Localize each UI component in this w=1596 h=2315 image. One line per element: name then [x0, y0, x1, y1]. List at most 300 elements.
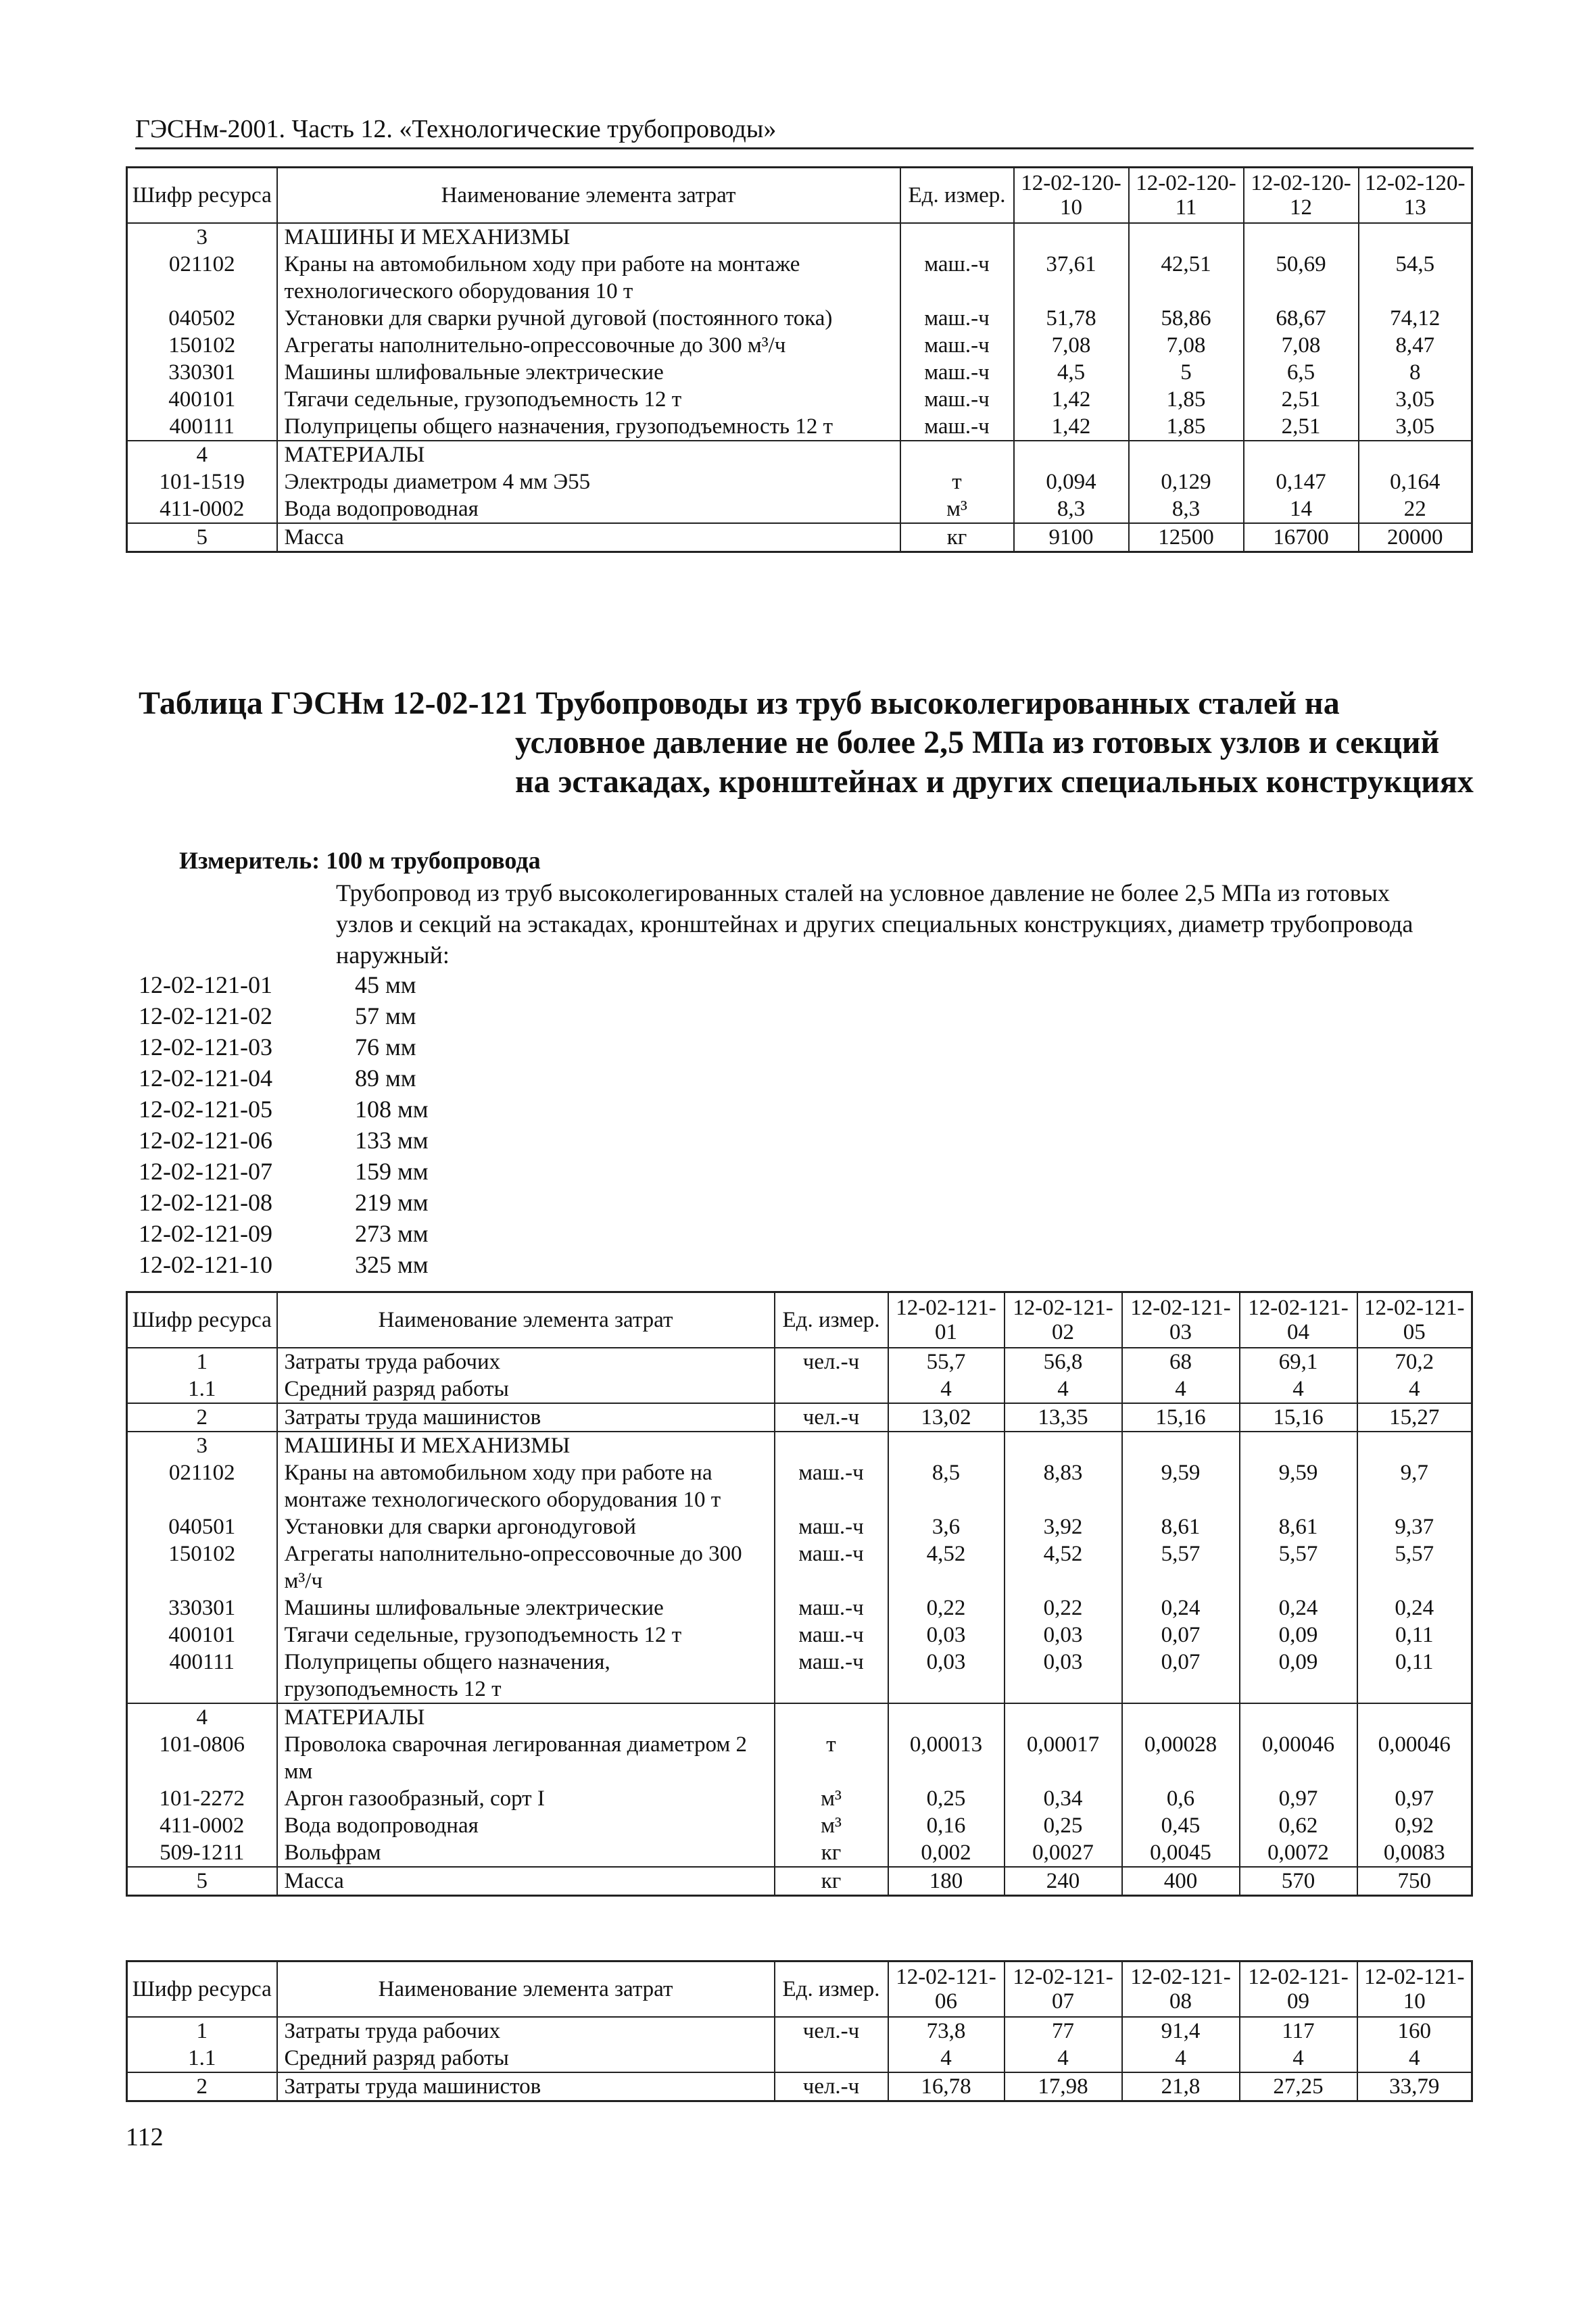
cost-element-name: МАТЕРИАЛЫ — [277, 1703, 775, 1731]
value-cell — [1357, 1703, 1472, 1731]
resource-code: 1.1 — [127, 2045, 277, 2072]
value-cell: 6,5 — [1244, 359, 1359, 386]
table-title-rest: условное давление не более 2,5 МПа из готовых узлов и секций на эстакадах, кронштейнах и других специальных конструкциях — [515, 725, 1474, 800]
unit-cell: маш.-ч — [900, 332, 1014, 359]
value-cell: 0,09 — [1240, 1649, 1357, 1703]
value-cell: 570 — [1240, 1867, 1357, 1896]
value-cell: 8,47 — [1359, 332, 1472, 359]
norm-code: 12-02-121-05 — [139, 1096, 272, 1123]
value-cell: 15,16 — [1240, 1403, 1357, 1432]
unit-cell: маш.-ч — [775, 1594, 888, 1622]
cost-element-name: МАТЕРИАЛЫ — [277, 441, 900, 468]
header-norm-code: 12-02-121-04 — [1240, 1292, 1357, 1348]
norm-code: 12-02-121-08 — [139, 1189, 272, 1216]
pipe-diameter: 45 мм — [355, 971, 416, 998]
value-cell: 0,24 — [1240, 1594, 1357, 1622]
value-cell: 0,24 — [1122, 1594, 1240, 1622]
value-cell: 0,45 — [1122, 1812, 1240, 1839]
resource-code: 400101 — [127, 1622, 277, 1649]
value-cell: 0,07 — [1122, 1649, 1240, 1703]
table-title — [139, 684, 1477, 802]
pipe-diameter: 159 мм — [355, 1158, 429, 1185]
norm-code: 12-02-121-01 — [139, 971, 272, 998]
unit-cell: маш.-ч — [775, 1540, 888, 1594]
value-cell: 17,98 — [1005, 2072, 1122, 2101]
value-cell: 15,16 — [1122, 1403, 1240, 1432]
code-list-item — [139, 1156, 429, 1187]
header-unit: Ед. измер. — [775, 1961, 888, 2018]
value-cell: 117 — [1240, 2017, 1357, 2045]
value-cell: 4,52 — [888, 1540, 1005, 1594]
pipe-diameter: 325 мм — [355, 1251, 429, 1278]
work-description: Трубопровод из труб высоколегированных сталей на условное давление не более 2,5 МПа из готовых узлов и секций на эстакадах, кронштейнах и других специальных конструкциях, диаметр трубопровода наружный: — [336, 879, 1413, 969]
value-cell: 0,97 — [1357, 1785, 1472, 1812]
header-norm-code: 12-02-120-13 — [1359, 168, 1472, 224]
value-cell: 15,27 — [1357, 1403, 1472, 1432]
value-cell: 1,42 — [1014, 386, 1129, 413]
value-cell: 4 — [1005, 1375, 1122, 1403]
value-cell: 0,0072 — [1240, 1839, 1357, 1867]
value-cell: 91,4 — [1122, 2017, 1240, 2045]
value-cell: 0,09 — [1240, 1622, 1357, 1649]
value-cell: 5,57 — [1240, 1540, 1357, 1594]
resource-code: 1 — [127, 1348, 277, 1375]
pipe-diameter: 89 мм — [355, 1065, 416, 1092]
code-list-item — [139, 1125, 429, 1156]
value-cell: 42,51 — [1129, 251, 1244, 305]
value-cell: 0,00013 — [888, 1731, 1005, 1785]
value-cell: 16,78 — [888, 2072, 1005, 2101]
resource-code: 150102 — [127, 332, 277, 359]
resource-code: 040501 — [127, 1513, 277, 1540]
unit-cell: м³ — [900, 495, 1014, 523]
resource-table-12-02-121-01-05 — [126, 1291, 1473, 1897]
value-cell: 0,03 — [888, 1622, 1005, 1649]
table-row — [127, 332, 1472, 359]
code-list-item — [139, 1094, 429, 1125]
cost-element-name: Затраты труда машинистов — [277, 1403, 775, 1432]
unit-cell: маш.-ч — [775, 1513, 888, 1540]
resource-code: 2 — [127, 1403, 277, 1432]
cost-element-name: Вода водопроводная — [277, 1812, 775, 1839]
table-row — [127, 1785, 1472, 1812]
value-cell: 37,61 — [1014, 251, 1129, 305]
value-cell: 0,0027 — [1005, 1839, 1122, 1867]
value-cell: 22 — [1359, 495, 1472, 523]
value-cell: 9100 — [1014, 523, 1129, 552]
table-row — [127, 1703, 1472, 1731]
value-cell: 0,34 — [1005, 1785, 1122, 1812]
value-cell: 3,05 — [1359, 413, 1472, 441]
cost-element-name: Затраты труда рабочих — [277, 2017, 775, 2045]
value-cell: 0,6 — [1122, 1785, 1240, 1812]
value-cell — [1240, 1703, 1357, 1731]
resource-code: 400101 — [127, 386, 277, 413]
resource-code: 4 — [127, 1703, 277, 1731]
value-cell: 4 — [1122, 1375, 1240, 1403]
header-norm-code: 12-02-120-10 — [1014, 168, 1129, 224]
cost-element-name: Агрегаты наполнительно-опрессовочные до 300 м³/ч — [277, 1540, 775, 1594]
value-cell: 56,8 — [1005, 1348, 1122, 1375]
table-header-row — [127, 168, 1472, 224]
resource-code: 400111 — [127, 413, 277, 441]
value-cell: 27,25 — [1240, 2072, 1357, 2101]
header-name: Наименование элемента затрат — [277, 168, 900, 224]
cost-element-name: Агрегаты наполнительно-опрессовочные до 300 м³/ч — [277, 332, 900, 359]
unit-cell: чел.-ч — [775, 1348, 888, 1375]
value-cell: 8,3 — [1129, 495, 1244, 523]
norm-code: 12-02-121-04 — [139, 1065, 272, 1092]
value-cell: 0,00028 — [1122, 1731, 1240, 1785]
value-cell: 0,97 — [1240, 1785, 1357, 1812]
resource-code: 021102 — [127, 251, 277, 305]
cost-element-name: МАШИНЫ И МЕХАНИЗМЫ — [277, 1432, 775, 1459]
value-cell: 4,52 — [1005, 1540, 1122, 1594]
value-cell — [1005, 1703, 1122, 1731]
header-code: Шифр ресурса — [127, 1292, 277, 1348]
value-cell: 7,08 — [1129, 332, 1244, 359]
value-cell: 50,69 — [1244, 251, 1359, 305]
header-norm-code: 12-02-121-09 — [1240, 1961, 1357, 2018]
cost-element-name: Тягачи седельные, грузоподъемность 12 т — [277, 386, 900, 413]
norm-code: 12-02-121-02 — [139, 1002, 272, 1029]
cost-element-name: Масса — [277, 1867, 775, 1896]
cost-element-name: Вольфрам — [277, 1839, 775, 1867]
value-cell: 1,85 — [1129, 413, 1244, 441]
value-cell: 4 — [1122, 2045, 1240, 2072]
table-row — [127, 495, 1472, 523]
value-cell: 8 — [1359, 359, 1472, 386]
value-cell — [1014, 441, 1129, 468]
norm-code: 12-02-121-06 — [139, 1127, 272, 1154]
value-cell: 4 — [888, 1375, 1005, 1403]
resource-code: 150102 — [127, 1540, 277, 1594]
resource-code: 411-0002 — [127, 495, 277, 523]
table-row — [127, 2072, 1472, 2101]
unit-cell — [775, 1432, 888, 1459]
value-cell: 70,2 — [1357, 1348, 1472, 1375]
table-row — [127, 2017, 1472, 2045]
value-cell — [1357, 1432, 1472, 1459]
value-cell: 0,00046 — [1357, 1731, 1472, 1785]
header-norm-code: 12-02-121-05 — [1357, 1292, 1472, 1348]
table-row — [127, 1867, 1472, 1896]
header-code: Шифр ресурса — [127, 1961, 277, 2018]
resource-code: 330301 — [127, 359, 277, 386]
table-header-row — [127, 1292, 1472, 1348]
code-list-item — [139, 1063, 429, 1094]
header-norm-code: 12-02-121-03 — [1122, 1292, 1240, 1348]
value-cell: 5 — [1129, 359, 1244, 386]
value-cell — [1359, 223, 1472, 251]
resource-code: 2 — [127, 2072, 277, 2101]
value-cell — [1129, 223, 1244, 251]
value-cell: 400 — [1122, 1867, 1240, 1896]
value-cell: 7,08 — [1014, 332, 1129, 359]
pipe-diameter: 108 мм — [355, 1096, 429, 1123]
table-row — [127, 1839, 1472, 1867]
resource-code: 3 — [127, 1432, 277, 1459]
header-norm-code: 12-02-121-10 — [1357, 1961, 1472, 2018]
value-cell: 8,61 — [1240, 1513, 1357, 1540]
unit-cell: кг — [775, 1867, 888, 1896]
value-cell: 4,5 — [1014, 359, 1129, 386]
resource-code: 411-0002 — [127, 1812, 277, 1839]
value-cell — [1244, 441, 1359, 468]
value-cell: 13,02 — [888, 1403, 1005, 1432]
value-cell: 1,42 — [1014, 413, 1129, 441]
value-cell: 21,8 — [1122, 2072, 1240, 2101]
header-unit: Ед. измер. — [900, 168, 1014, 224]
unit-cell — [900, 223, 1014, 251]
value-cell: 4 — [1357, 2045, 1472, 2072]
value-cell: 0,22 — [1005, 1594, 1122, 1622]
table-row — [127, 1622, 1472, 1649]
resource-code: 509-1211 — [127, 1839, 277, 1867]
header-name: Наименование элемента затрат — [277, 1292, 775, 1348]
value-cell: 3,6 — [888, 1513, 1005, 1540]
value-cell — [1005, 1432, 1122, 1459]
value-cell: 12500 — [1129, 523, 1244, 552]
cost-element-name: Аргон газообразный, сорт I — [277, 1785, 775, 1812]
value-cell: 5,57 — [1122, 1540, 1240, 1594]
unit-cell — [900, 441, 1014, 468]
norm-code: 12-02-121-09 — [139, 1220, 272, 1247]
unit-cell: маш.-ч — [900, 386, 1014, 413]
table-header-row — [127, 1961, 1472, 2018]
resource-code: 1.1 — [127, 1375, 277, 1403]
code-list-item — [139, 969, 429, 1000]
header-unit: Ед. измер. — [775, 1292, 888, 1348]
table-row — [127, 1540, 1472, 1594]
value-cell: 9,7 — [1357, 1459, 1472, 1513]
table-row — [127, 1649, 1472, 1703]
unit-cell: кг — [775, 1839, 888, 1867]
resource-code: 400111 — [127, 1649, 277, 1703]
cost-element-name: Тягачи седельные, грузоподъемность 12 т — [277, 1622, 775, 1649]
resource-code: 3 — [127, 223, 277, 251]
value-cell: 0,24 — [1357, 1594, 1472, 1622]
value-cell: 2,51 — [1244, 413, 1359, 441]
table-row — [127, 386, 1472, 413]
value-cell: 68 — [1122, 1348, 1240, 1375]
table-row — [127, 468, 1472, 495]
value-cell: 8,5 — [888, 1459, 1005, 1513]
resource-code: 5 — [127, 523, 277, 552]
norm-code: 12-02-121-07 — [139, 1158, 272, 1185]
value-cell: 4 — [1005, 2045, 1122, 2072]
table-row — [127, 1375, 1472, 1403]
pipe-diameter: 57 мм — [355, 1002, 416, 1029]
resource-table-12-02-120 — [126, 166, 1473, 553]
cost-element-name: Масса — [277, 523, 900, 552]
value-cell: 8,3 — [1014, 495, 1129, 523]
table-row — [127, 1459, 1472, 1513]
value-cell: 14 — [1244, 495, 1359, 523]
value-cell: 5,57 — [1357, 1540, 1472, 1594]
value-cell — [888, 1432, 1005, 1459]
value-cell: 0,25 — [1005, 1812, 1122, 1839]
resource-code: 101-1519 — [127, 468, 277, 495]
value-cell: 8,83 — [1005, 1459, 1122, 1513]
unit-cell: маш.-ч — [900, 413, 1014, 441]
code-list-item — [139, 1000, 429, 1031]
unit-cell: маш.-ч — [775, 1649, 888, 1703]
cost-element-name: Средний разряд работы — [277, 1375, 775, 1403]
value-cell: 0,00046 — [1240, 1731, 1357, 1785]
unit-cell: чел.-ч — [775, 2017, 888, 2045]
table-row — [127, 413, 1472, 441]
value-cell: 33,79 — [1357, 2072, 1472, 2101]
value-cell: 0,0045 — [1122, 1839, 1240, 1867]
value-cell: 0,002 — [888, 1839, 1005, 1867]
value-cell: 69,1 — [1240, 1348, 1357, 1375]
resource-table-12-02-121-06-10 — [126, 1960, 1473, 2102]
value-cell: 3,05 — [1359, 386, 1472, 413]
value-cell: 0,03 — [1005, 1649, 1122, 1703]
table-row — [127, 359, 1472, 386]
value-cell: 20000 — [1359, 523, 1472, 552]
table-row — [127, 223, 1472, 251]
cost-element-name: Полуприцепы общего назначения, грузоподъемность 12 т — [277, 1649, 775, 1703]
cost-element-name: Электроды диаметром 4 мм Э55 — [277, 468, 900, 495]
header-norm-code: 12-02-120-11 — [1129, 168, 1244, 224]
cost-element-name: Машины шлифовальные электрические — [277, 359, 900, 386]
unit-cell: м³ — [775, 1785, 888, 1812]
value-cell: 9,37 — [1357, 1513, 1472, 1540]
value-cell: 0,0083 — [1357, 1839, 1472, 1867]
value-cell — [1240, 1432, 1357, 1459]
measure-unit: Измеритель: 100 м трубопровода — [179, 847, 541, 874]
norm-code: 12-02-121-10 — [139, 1251, 272, 1278]
value-cell: 0,62 — [1240, 1812, 1357, 1839]
value-cell: 160 — [1357, 2017, 1472, 2045]
table-row — [127, 1513, 1472, 1540]
value-cell: 73,8 — [888, 2017, 1005, 2045]
resource-code: 101-0806 — [127, 1731, 277, 1785]
value-cell: 0,147 — [1244, 468, 1359, 495]
value-cell: 0,129 — [1129, 468, 1244, 495]
cost-element-name: Полуприцепы общего назначения, грузоподъемность 12 т — [277, 413, 900, 441]
page-number: 112 — [126, 2123, 164, 2151]
value-cell: 74,12 — [1359, 305, 1472, 332]
pipe-diameter: 133 мм — [355, 1127, 429, 1154]
table-row — [127, 305, 1472, 332]
value-cell: 4 — [1240, 1375, 1357, 1403]
code-list-item — [139, 1218, 429, 1249]
table-row — [127, 1348, 1472, 1375]
value-cell: 13,35 — [1005, 1403, 1122, 1432]
unit-cell: м³ — [775, 1812, 888, 1839]
unit-cell: т — [775, 1731, 888, 1785]
value-cell — [1122, 1432, 1240, 1459]
value-cell: 55,7 — [888, 1348, 1005, 1375]
unit-cell: чел.-ч — [775, 1403, 888, 1432]
value-cell: 0,16 — [888, 1812, 1005, 1839]
resource-code: 021102 — [127, 1459, 277, 1513]
header-code: Шифр ресурса — [127, 168, 277, 224]
value-cell: 750 — [1357, 1867, 1472, 1896]
value-cell: 54,5 — [1359, 251, 1472, 305]
value-cell: 51,78 — [1014, 305, 1129, 332]
cost-element-name: Краны на автомобильном ходу при работе на монтаже технологического оборудования 10 т — [277, 251, 900, 305]
resource-code: 330301 — [127, 1594, 277, 1622]
norm-code-list — [139, 969, 429, 1280]
value-cell — [1122, 1703, 1240, 1731]
table-row — [127, 523, 1472, 552]
running-header: ГЭСНм-2001. Часть 12. «Технологические трубопроводы» — [135, 114, 1474, 149]
value-cell: 0,11 — [1357, 1649, 1472, 1703]
value-cell: 0,00017 — [1005, 1731, 1122, 1785]
header-norm-code: 12-02-121-02 — [1005, 1292, 1122, 1348]
cost-element-name: Вода водопроводная — [277, 495, 900, 523]
value-cell: 0,03 — [1005, 1622, 1122, 1649]
unit-cell: чел.-ч — [775, 2072, 888, 2101]
unit-cell: маш.-ч — [775, 1459, 888, 1513]
code-list-item — [139, 1031, 429, 1063]
header-norm-code: 12-02-121-08 — [1122, 1961, 1240, 2018]
value-cell: 0,03 — [888, 1649, 1005, 1703]
unit-cell — [775, 2045, 888, 2072]
unit-cell: маш.-ч — [900, 251, 1014, 305]
value-cell — [1244, 223, 1359, 251]
resource-code: 1 — [127, 2017, 277, 2045]
code-list-item — [139, 1249, 429, 1280]
value-cell: 3,92 — [1005, 1513, 1122, 1540]
resource-code: 5 — [127, 1867, 277, 1896]
pipe-diameter: 219 мм — [355, 1189, 429, 1216]
table-row — [127, 1432, 1472, 1459]
value-cell: 0,07 — [1122, 1622, 1240, 1649]
unit-cell — [775, 1703, 888, 1731]
cost-element-name: Установки для сварки ручной дуговой (постоянного тока) — [277, 305, 900, 332]
cost-element-name: Проволока сварочная легированная диаметром 2 мм — [277, 1731, 775, 1785]
table-row — [127, 2045, 1472, 2072]
value-cell: 180 — [888, 1867, 1005, 1896]
value-cell: 7,08 — [1244, 332, 1359, 359]
unit-cell: маш.-ч — [900, 305, 1014, 332]
norm-code: 12-02-121-03 — [139, 1033, 272, 1061]
value-cell: 2,51 — [1244, 386, 1359, 413]
code-list-item — [139, 1187, 429, 1218]
unit-cell: маш.-ч — [900, 359, 1014, 386]
cost-element-name: Машины шлифовальные электрические — [277, 1594, 775, 1622]
unit-cell: кг — [900, 523, 1014, 552]
header-norm-code: 12-02-121-07 — [1005, 1961, 1122, 2018]
value-cell — [1014, 223, 1129, 251]
table-row — [127, 1594, 1472, 1622]
value-cell: 0,11 — [1357, 1622, 1472, 1649]
table-title-line-1: Таблица ГЭСНм 12-02-121 Трубопроводы из труб высоколегированных сталей на — [139, 685, 1340, 721]
unit-cell: маш.-ч — [775, 1622, 888, 1649]
header-norm-code: 12-02-121-01 — [888, 1292, 1005, 1348]
value-cell: 0,094 — [1014, 468, 1129, 495]
unit-cell — [775, 1375, 888, 1403]
value-cell: 68,67 — [1244, 305, 1359, 332]
cost-element-name: Установки для сварки аргонодуговой — [277, 1513, 775, 1540]
header-norm-code: 12-02-121-06 — [888, 1961, 1005, 2018]
value-cell: 9,59 — [1240, 1459, 1357, 1513]
value-cell: 240 — [1005, 1867, 1122, 1896]
value-cell: 4 — [1357, 1375, 1472, 1403]
table-row — [127, 1812, 1472, 1839]
pipe-diameter: 273 мм — [355, 1220, 429, 1247]
value-cell — [888, 1703, 1005, 1731]
value-cell: 58,86 — [1129, 305, 1244, 332]
value-cell — [1129, 441, 1244, 468]
cost-element-name: Затраты труда машинистов — [277, 2072, 775, 2101]
header-name: Наименование элемента затрат — [277, 1961, 775, 2018]
